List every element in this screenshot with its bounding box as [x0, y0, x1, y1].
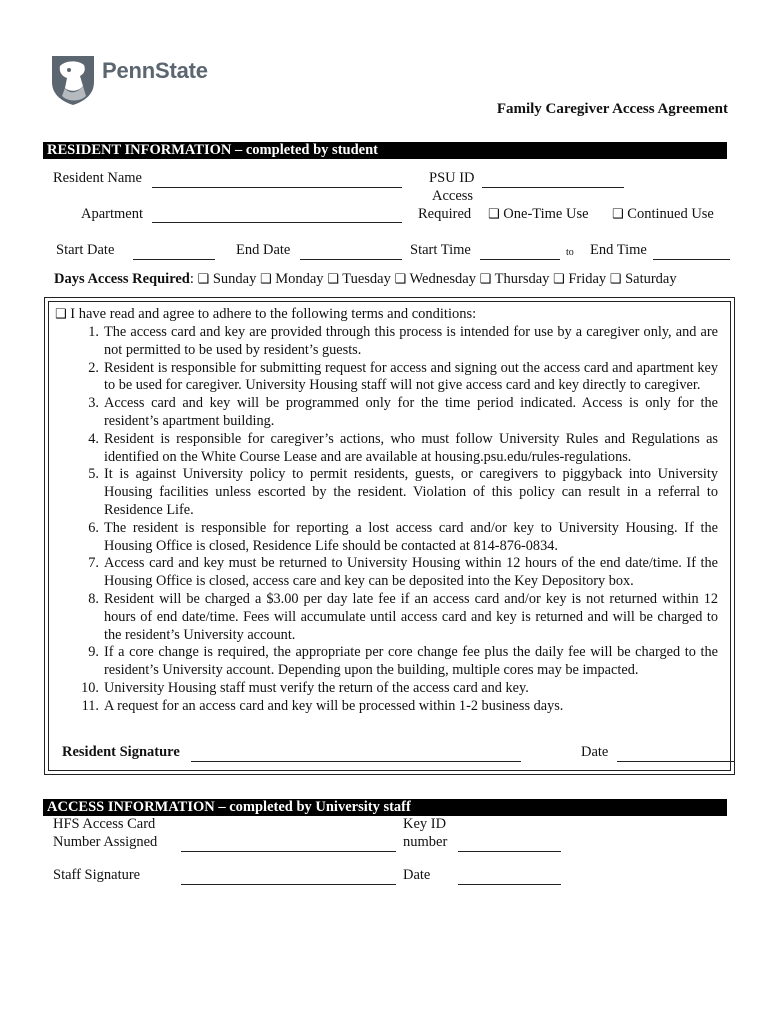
- option-continued-use[interactable]: ❑ Continued Use: [612, 206, 714, 222]
- resident-name-field[interactable]: [152, 187, 402, 188]
- checkbox-icon[interactable]: ❑: [394, 272, 407, 287]
- resident-info-heading: RESIDENT INFORMATION – completed by student: [43, 142, 727, 159]
- start-date-label: Start Date: [56, 242, 115, 258]
- resident-name-label: Resident Name: [53, 170, 142, 186]
- start-time-label: Start Time: [410, 242, 471, 258]
- end-date-field[interactable]: [300, 259, 402, 260]
- access-required-label-line1: Access: [432, 188, 474, 204]
- agree-terms-row[interactable]: [55, 306, 476, 323]
- key-id-label-line2: number: [403, 834, 448, 850]
- staff-signature-label: Staff Signature: [53, 867, 141, 883]
- day-wednesday[interactable]: ❑ Wednesday: [394, 271, 476, 287]
- days-access-label: Days Access Required: [54, 271, 190, 287]
- document-title: Family Caregiver Access Agreement: [496, 101, 728, 117]
- key-id-field[interactable]: [458, 851, 561, 852]
- logo-wordmark: PennState: [102, 58, 208, 83]
- resident-signature-label: Resident Signature: [62, 744, 180, 760]
- checkbox-icon[interactable]: ❑: [479, 272, 492, 287]
- term-item: Access card and key must be returned to University Housing within 12 hours of the end date/time. If the Housing Office is closed, access care and key can be deposited into the Key Depository box.: [104, 555, 718, 590]
- start-date-field[interactable]: [133, 259, 215, 260]
- day-tuesday[interactable]: ❑ Tuesday: [327, 271, 391, 287]
- term-item: If a core change is required, the appropriate per core change fee plus the daily fee will be charged to the resident’s University account. Depending upon the building, multiple cores may be impacted.: [104, 644, 718, 679]
- start-time-field[interactable]: [480, 259, 560, 260]
- staff-date-label: Date: [403, 867, 431, 883]
- checkbox-icon[interactable]: ❑: [55, 307, 67, 322]
- checkbox-icon[interactable]: ❑: [488, 207, 500, 222]
- day-friday[interactable]: ❑ Friday: [553, 271, 607, 287]
- hfs-card-label-line2: Number Assigned: [53, 834, 158, 850]
- term-item: University Housing staff must verify the return of the access card and key.: [104, 679, 529, 696]
- term-item: The resident is responsible for reporting a lost access card and/or key to University Housing. If the Housing Office is closed, Residence Life should be contacted at 814-876-0834.: [104, 519, 718, 554]
- nittany-lion-shield-icon: [50, 52, 96, 106]
- checkbox-icon[interactable]: ❑: [197, 272, 210, 287]
- end-time-label: End Time: [590, 242, 647, 258]
- term-item: The access card and key are provided through this process is intended for use by a caregiver only, and are not permitted to be used by resident’s guests.: [104, 324, 718, 358]
- day-thursday[interactable]: ❑ Thursday: [479, 271, 550, 287]
- staff-date-field[interactable]: [458, 884, 561, 885]
- checkbox-icon[interactable]: ❑: [553, 272, 565, 287]
- psu-id-field[interactable]: [482, 187, 624, 188]
- checkbox-icon[interactable]: ❑: [609, 272, 622, 287]
- resident-signature-field[interactable]: [191, 761, 521, 762]
- term-item: Access card and key will be programmed only for the time period indicated. Access is only for the resident’s apartment building.: [104, 395, 718, 429]
- hfs-card-number-field[interactable]: [181, 851, 396, 852]
- day-monday[interactable]: ❑ Monday: [259, 271, 324, 287]
- apartment-field[interactable]: [152, 222, 402, 223]
- staff-signature-field[interactable]: [181, 884, 396, 885]
- term-item: Resident is responsible for submitting request for access and signing out the access card and apartment key to be used for caregiver. University Housing staff will not give access card and key directly to caregiver.: [104, 359, 718, 394]
- term-item: It is against University policy to permit residents, guests, or caregivers to piggyback into University Housing facilities unless escorted by the resident. Violation of this policy can result in a referral to Residence Life.: [104, 466, 718, 518]
- day-saturday[interactable]: ❑ Saturday: [609, 271, 677, 287]
- checkbox-icon[interactable]: ❑: [259, 272, 272, 287]
- terms-list: [56, 324, 718, 716]
- pennstate-logo: [50, 52, 220, 108]
- access-info-heading: ACCESS INFORMATION – completed by University staff: [43, 799, 727, 816]
- checkbox-icon[interactable]: ❑: [612, 207, 624, 222]
- option-one-time-use[interactable]: ❑ One-Time Use: [488, 206, 589, 222]
- end-date-label: End Date: [236, 242, 291, 258]
- checkbox-icon[interactable]: ❑: [327, 272, 339, 287]
- days-access-row: Days Access Required: ❑ Sunday ❑ Monday ❑ Tuesday ❑ Wednesday ❑ Thursday ❑ Friday ❑ Saturday: [54, 271, 677, 287]
- apartment-label: Apartment: [81, 206, 144, 222]
- psu-id-label: PSU ID: [429, 170, 475, 186]
- to-label: to: [566, 247, 574, 258]
- term-item: Resident is responsible for caregiver’s actions, who must follow University Rules and Regulations as identified on the White Course Lease and are available at housing.psu.edu/rules-regulations.: [104, 430, 718, 465]
- agree-terms-label: I have read and agree to adhere to the following terms and conditions:: [70, 306, 477, 322]
- resident-date-label: Date: [581, 744, 609, 760]
- day-sunday[interactable]: ❑ Sunday: [197, 271, 257, 287]
- access-required-label-line2: Required: [418, 206, 472, 222]
- term-item: A request for an access card and key will be processed within 1-2 business days.: [104, 697, 564, 714]
- key-id-label-line1: Key ID: [403, 816, 447, 832]
- term-item: Resident will be charged a $3.00 per day late fee if an access card and/or key is not returned within 12 hours of end date/time. Fees will accumulate until access card and key is returned and will be charged to the resident’s University account.: [104, 590, 718, 643]
- end-time-field[interactable]: [653, 259, 730, 260]
- hfs-card-label-line1: HFS Access Card: [53, 816, 156, 832]
- resident-date-field[interactable]: [617, 761, 735, 762]
